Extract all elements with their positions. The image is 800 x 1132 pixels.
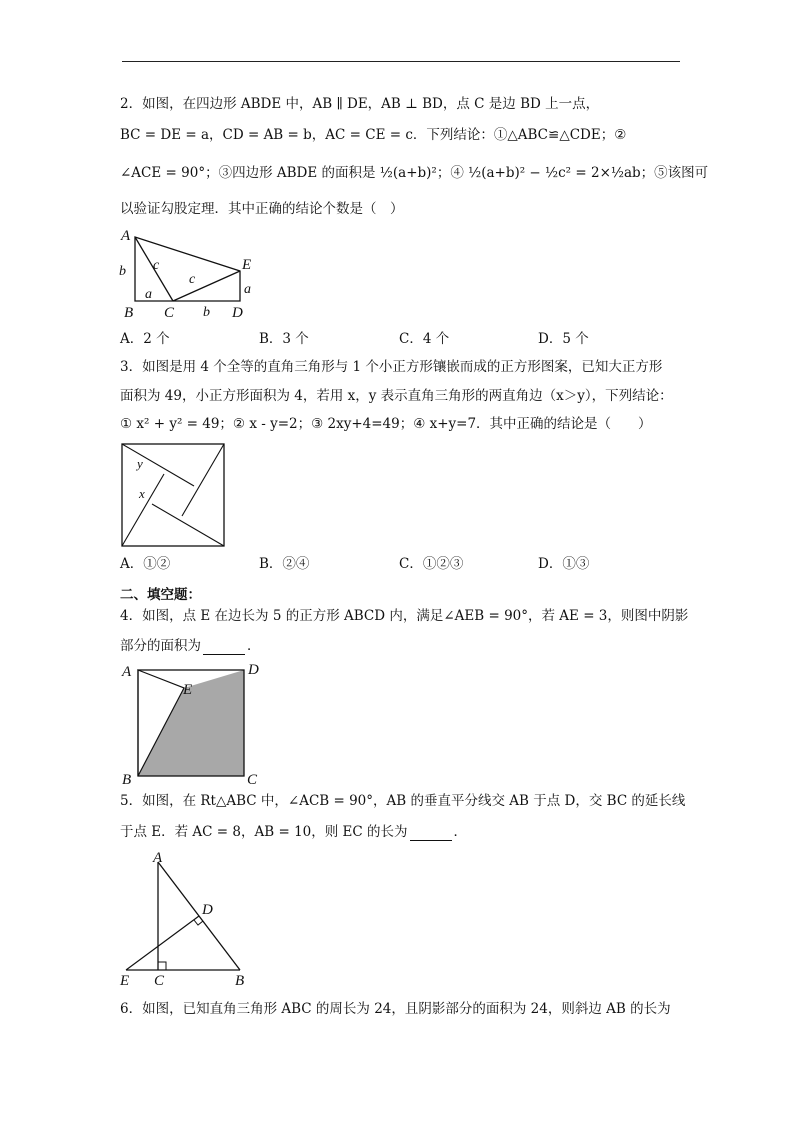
- q2-label-b-bottom: b: [203, 305, 210, 320]
- q5-figure: [118, 848, 258, 988]
- q2-option-b[interactable]: B．3 个: [259, 331, 309, 347]
- q2-segment-ce: [173, 271, 240, 301]
- q2-line-3: ∠ACE = 90°；③四边形 ABDE 的面积是 ½(a+b)²；④ ½(a+b)² − ½c² = 2×½ab；⑤该图可: [120, 165, 709, 181]
- q5-label-C: C: [154, 973, 165, 989]
- q2-option-c[interactable]: C．4 个: [399, 331, 450, 347]
- q3-line-3: ① x² + y² = 49；② x - y=2；③ 2xy+4=49；④ x+y=7．其中正确的结论是（ ）: [120, 416, 652, 432]
- q5-label-D: D: [202, 902, 213, 918]
- q3-label-y: y: [137, 456, 143, 471]
- q2-line-2: BC = DE = a，CD = AB = b，AC = CE = c．下列结论：①△ABC≌△CDE；②: [120, 127, 627, 143]
- header-rule: [122, 61, 680, 62]
- q3-label-x: x: [139, 486, 145, 501]
- q2-label-D: D: [232, 305, 243, 321]
- q5-line-2: [120, 826, 467, 841]
- q3-option-b[interactable]: B．②④: [259, 556, 310, 572]
- q2-label-b-left: b: [119, 264, 126, 279]
- q5-right-angle-c: [158, 962, 166, 970]
- q3-line-top: [122, 444, 194, 486]
- q4-label-A: A: [122, 664, 132, 680]
- q4-answer-blank[interactable]: [203, 640, 245, 655]
- q6-line-1: 6．如图，已知直角三角形 ABC 的周长为 24，且阴影部分的面积为 24，则斜边 AB 的长为: [120, 1001, 671, 1017]
- q4-line-2: [120, 640, 261, 655]
- q4-label-B: B: [122, 772, 132, 788]
- q2-line-1: 2．如图，在四边形 ABDE 中，AB ∥ DE，AB ⊥ BD，点 C 是边 BD 上一点，: [120, 96, 600, 112]
- q4-figure: [120, 660, 270, 788]
- q3-figure: [120, 442, 226, 548]
- q2-option-a[interactable]: A．2 个: [120, 331, 170, 347]
- q3-option-a[interactable]: A．①②: [120, 556, 171, 572]
- q3-option-c[interactable]: C．①②③: [399, 556, 464, 572]
- q2-label-A: A: [121, 228, 131, 244]
- q4-label-C: C: [247, 772, 258, 788]
- q2-figure: [115, 225, 265, 325]
- q2-option-d[interactable]: D．5 个: [538, 331, 589, 347]
- q4-label-E: E: [183, 682, 193, 698]
- q2-label-a1: a: [145, 287, 152, 302]
- q5-line-2-text: 于点 E．若 AC = 8，AB = 10，则 EC 的长为: [120, 824, 408, 840]
- q5-answer-blank[interactable]: [410, 826, 452, 841]
- q5-label-B: B: [235, 973, 245, 989]
- q3-line-right: [182, 444, 224, 516]
- q5-label-E: E: [120, 973, 130, 989]
- q3-line-1: 3．如图是用 4 个全等的直角三角形与 1 个小正方形镶嵌而成的正方形图案，已知大正方形: [120, 359, 663, 375]
- q3-line-left: [122, 474, 164, 546]
- q4-line-1: 4．如图，点 E 在边长为 5 的正方形 ABCD 内，满足∠AEB = 90°，若 AE = 3，则图中阴影: [120, 608, 689, 624]
- q5-line-2-end: ．: [453, 824, 468, 840]
- q2-label-c2: c: [189, 272, 196, 287]
- q2-label-c1: c: [153, 258, 160, 273]
- q2-line-4: 以验证勾股定理．其中正确的结论个数是（ ）: [120, 201, 404, 217]
- q3-line-bottom: [152, 504, 224, 546]
- q5-right-angle-d: [194, 920, 203, 925]
- q4-line-2-text: 部分的面积为: [120, 638, 201, 654]
- q2-label-C: C: [164, 305, 175, 321]
- q2-label-a2: a: [244, 282, 251, 297]
- q2-label-B: B: [124, 305, 134, 321]
- section-fill-in-heading: 二、填空题：: [120, 587, 201, 603]
- q3-line-2: 面积为 49，小正方形面积为 4，若用 x，y 表示直角三角形的两直角边（x＞y），下列结论：: [120, 388, 673, 404]
- q5-label-A: A: [153, 850, 163, 866]
- q2-label-E: E: [242, 257, 252, 273]
- q4-label-D: D: [248, 662, 259, 678]
- q4-line-2-end: ．: [247, 638, 261, 654]
- q3-option-d[interactable]: D．①③: [538, 556, 590, 572]
- q5-line-1: 5．如图，在 Rt△ABC 中，∠ACB = 90°，AB 的垂直平分线交 AB 于点 D，交 BC 的延长线: [120, 793, 686, 809]
